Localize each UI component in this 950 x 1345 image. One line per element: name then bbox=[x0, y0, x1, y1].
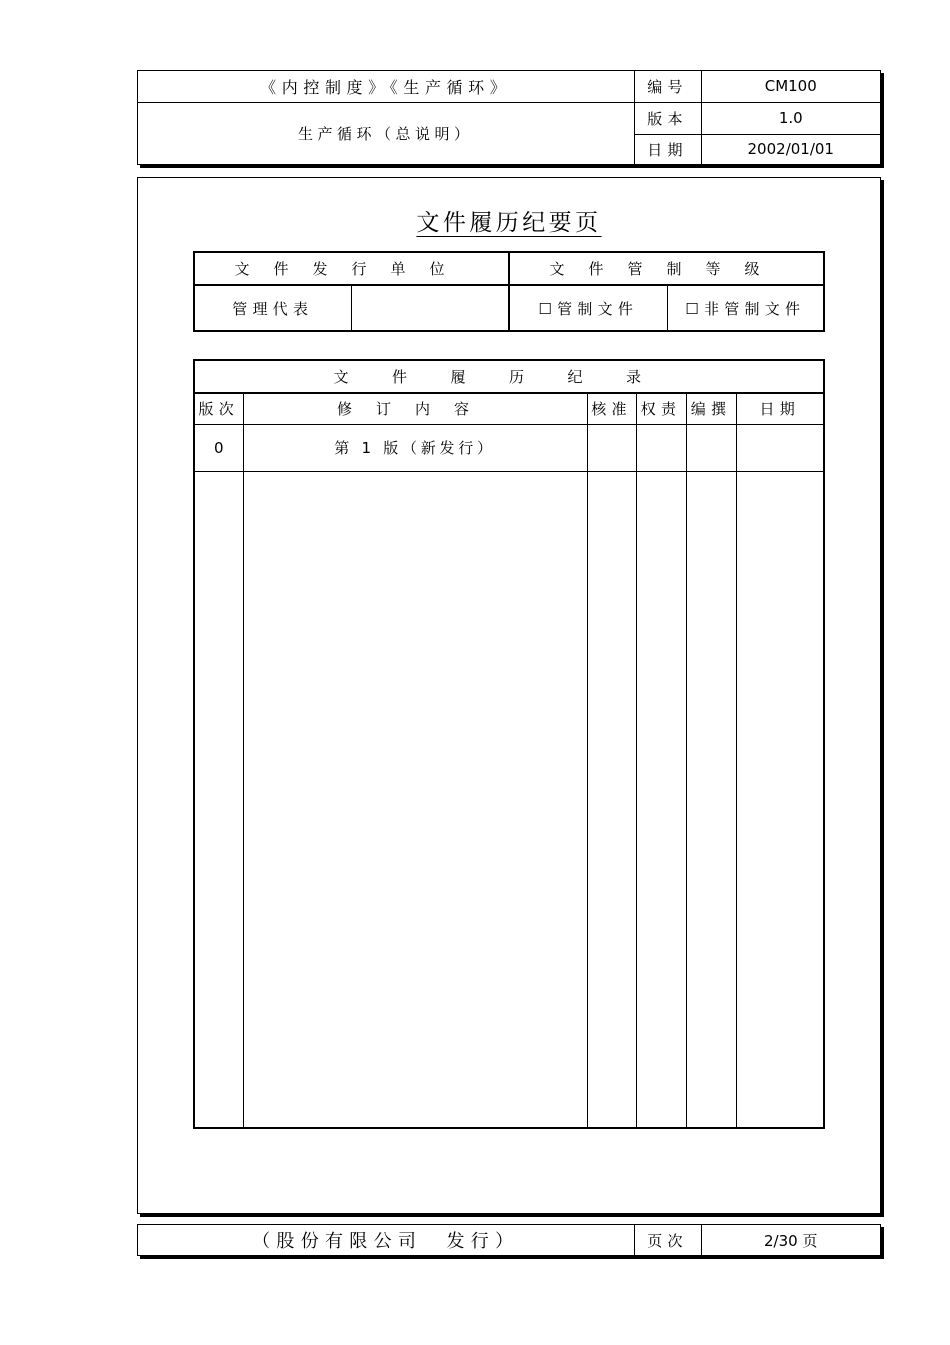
number-label: 编号 bbox=[634, 71, 701, 102]
footer-block bbox=[137, 1224, 881, 1256]
col-date: 日期 bbox=[736, 393, 824, 424]
row-version: 0 bbox=[194, 424, 243, 471]
number-value: CM100 bbox=[701, 71, 880, 102]
col-author: 编撰 bbox=[686, 393, 736, 424]
footer-table bbox=[138, 1225, 880, 1255]
row-author bbox=[686, 424, 736, 471]
page-value: 2/30 页 bbox=[701, 1225, 880, 1255]
rep-value bbox=[351, 285, 509, 331]
row-content: 第 1 版（新发行） bbox=[243, 424, 587, 471]
table-row bbox=[194, 424, 824, 471]
issue-unit-label: 文件发行单位 bbox=[194, 252, 509, 285]
row-date bbox=[736, 424, 824, 471]
header-subtitle: 《内控制度》《生产循环》 bbox=[138, 71, 634, 102]
version-label: 版本 bbox=[634, 102, 701, 134]
footer-issuer: （股份有限公司 发行） bbox=[138, 1225, 634, 1255]
history-title: 文件履历纪录 bbox=[194, 360, 824, 393]
controlled-option[interactable]: ☐管制文件 bbox=[509, 285, 667, 331]
header-title: 生产循环（总说明） bbox=[138, 102, 634, 164]
history-table bbox=[193, 359, 825, 1129]
date-label: 日期 bbox=[634, 134, 701, 164]
page-label: 页次 bbox=[634, 1225, 701, 1255]
control-table bbox=[193, 251, 825, 332]
table-row-empty bbox=[194, 471, 824, 1128]
uncontrolled-option[interactable]: ☐非管制文件 bbox=[667, 285, 824, 331]
col-content: 修订内容 bbox=[243, 393, 587, 424]
doc-title: 文件履历纪要页 bbox=[416, 210, 602, 236]
rep-label: 管理代表 bbox=[194, 285, 351, 331]
row-responsibility bbox=[636, 424, 686, 471]
col-approve: 核准 bbox=[587, 393, 636, 424]
row-approve bbox=[587, 424, 636, 471]
control-level-label: 文件管制等级 bbox=[509, 252, 824, 285]
header-table bbox=[138, 71, 880, 164]
col-version: 版次 bbox=[194, 393, 243, 424]
date-value: 2002/01/01 bbox=[701, 134, 880, 164]
col-responsibility: 权责 bbox=[636, 393, 686, 424]
version-value: 1.0 bbox=[701, 102, 880, 134]
header-block bbox=[137, 70, 881, 165]
